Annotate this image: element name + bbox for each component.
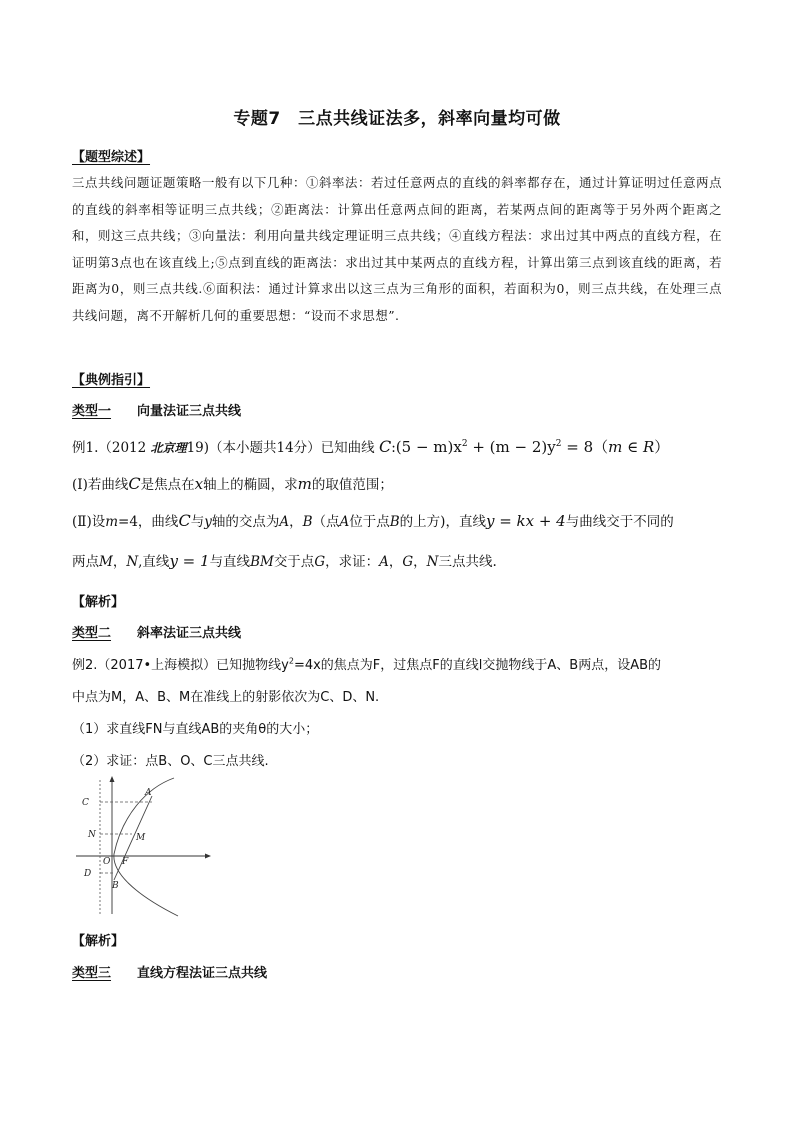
label-m: M bbox=[136, 833, 146, 843]
label-d: D bbox=[84, 869, 92, 879]
example2-statement: 例2.（2017•上海模拟）已知抛物线$y^2=4x$的焦点为F，过焦点F的直线l交抛物线于A、B两点，设AB的 bbox=[72, 656, 662, 673]
label-c: C bbox=[82, 798, 89, 808]
example1-part2-cont: 两点M，N,直线y = 1与直线BM交于点G，求证：A，G，N三点共线. bbox=[72, 552, 497, 570]
examples-heading: 【典例指引】 bbox=[72, 373, 151, 388]
line-ab bbox=[114, 796, 152, 880]
example2-question1: （1）求直线FN与直线AB的夹角θ的大小； bbox=[72, 722, 319, 737]
type1-label: 类型一 bbox=[72, 404, 112, 419]
type2-heading bbox=[72, 622, 241, 641]
curve-equation: $(5 - m)x^2 + (m - 2)y^2 = 8(m$ ∈ R） bbox=[395, 438, 670, 456]
label-o: O bbox=[103, 857, 111, 867]
x-axis-arrow-icon bbox=[205, 854, 211, 859]
type3-label: 类型三 bbox=[72, 966, 112, 981]
y-axis-arrow-icon bbox=[110, 776, 115, 782]
overview-paragraph: 三点共线问题证题策略一般有以下几种：①斜率法：若过任意两点的直线的斜率都存在，通过计算证明过任意两点的直线的斜率相等证明三点共线；②距离法：计算出任意两点间的距离，若某两点间的距离等于另外两个距离之和，则这三点共线；③向量法：利用向量共线定理证明三点共线；④直线方程法：求出过其中两点的直线方程，在证明第3点也在该直线上;⑤点到直线的距离法：求出过其中某两点的直线方程，计算出第三点到该直线的距离，若距离为0，则三点共线.⑥面积法：通过计算求出以这三点为三角形的面积，若面积为0，则三点共线，在处理三点共线问题，离不开解析几何的重要思想：“设而不求思想”. bbox=[72, 175, 722, 323]
page-title: 专题7 三点共线证法多，斜率向量均可做 bbox=[233, 109, 561, 129]
parabola-curve bbox=[114, 778, 178, 916]
type2-name: 斜率法证三点共线 bbox=[137, 626, 242, 641]
type1-name: 向量法证三点共线 bbox=[137, 404, 242, 419]
solution-label-1: 【解析】 bbox=[72, 595, 125, 610]
solution-label-2: 【解析】 bbox=[72, 934, 125, 949]
example1-part2: (Ⅱ)设m=4，曲线C与y轴的交点为A，B（点A位于点B的上方)，直线y = kx + 4与曲线交于不同的 bbox=[72, 511, 674, 530]
type3-heading bbox=[72, 962, 267, 981]
example1-statement: 例1.（2012 北京理19)（本小题共14分）已知曲线 C:(5 − $m)x^2 + (m - 2)y^2 = 8(m$ ∈ R） bbox=[72, 437, 670, 456]
label-b: B bbox=[112, 881, 119, 891]
type1-heading bbox=[72, 400, 241, 419]
label-n: N bbox=[88, 830, 96, 840]
example1-part1: (Ⅰ)若曲线C是焦点在x轴上的椭圆，求m的取值范围； bbox=[72, 474, 393, 493]
type2-label: 类型二 bbox=[72, 626, 112, 641]
label-f: F bbox=[122, 857, 129, 867]
label-a: A bbox=[145, 788, 152, 798]
example2-question2: （2）求证：点B、O、C三点共线. bbox=[72, 754, 269, 769]
example2-statement-cont: 中点为M，A、B、M在准线上的射影依次为C、D、N. bbox=[72, 690, 380, 705]
overview-heading: 【题型综述】 bbox=[72, 150, 151, 165]
parabola-figure bbox=[76, 776, 216, 918]
type3-name: 直线方程法证三点共线 bbox=[137, 966, 268, 981]
